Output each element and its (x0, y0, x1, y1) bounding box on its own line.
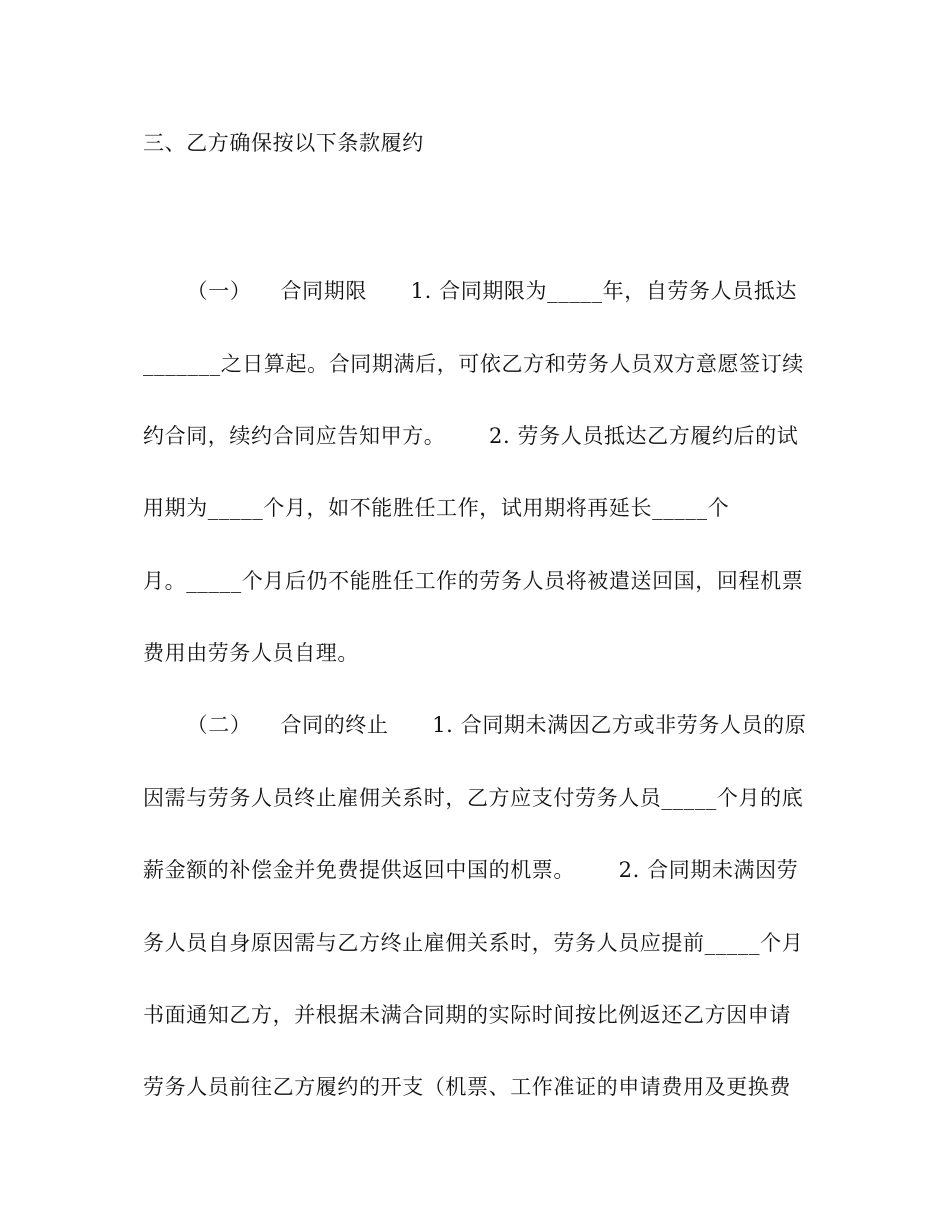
paragraph-line: 薪金额的补偿金并免费提供返回中国的机票。 2. 合同期未满因劳 (143, 858, 799, 882)
paragraph-line: 费用由劳务人员自理。 (143, 641, 359, 665)
paragraph-line: 月。_____个月后仍不能胜任工作的劳务人员将被遣送回国，回程机票 (143, 569, 804, 593)
paragraph-line: 劳务人员前往乙方履约的开支（机票、工作准证的申请费用及更换费 (143, 1075, 791, 1099)
paragraph-line: 因需与劳务人员终止雇佣关系时，乙方应支付劳务人员_____个月的底 (143, 786, 804, 810)
paragraph-line: （一） 合同期限 1. 合同期限为_____年，自劳务人员抵达 (143, 279, 798, 303)
paragraph-line: _______之日算起。合同期满后，可依乙方和劳务人员双方意愿签订续 (143, 352, 804, 376)
paragraph-line: 用期为_____个月，如不能胜任工作，试用期将再延长_____个 (143, 496, 730, 520)
section-heading: 三、乙方确保按以下条款履约 (143, 131, 424, 155)
paragraph-line: 约合同，续约合同应告知甲方。 2. 劳务人员抵达乙方履约后的试 (143, 424, 799, 448)
paragraph-line: 务人员自身原因需与乙方终止雇佣关系时，劳务人员应提前_____个月 (143, 931, 804, 955)
paragraph-line: （二） 合同的终止 1. 合同期未满因乙方或非劳务人员的原 (143, 713, 807, 737)
paragraph-line: 书面通知乙方，并根据未满合同期的实际时间按比例返还乙方因申请 (143, 1003, 791, 1027)
